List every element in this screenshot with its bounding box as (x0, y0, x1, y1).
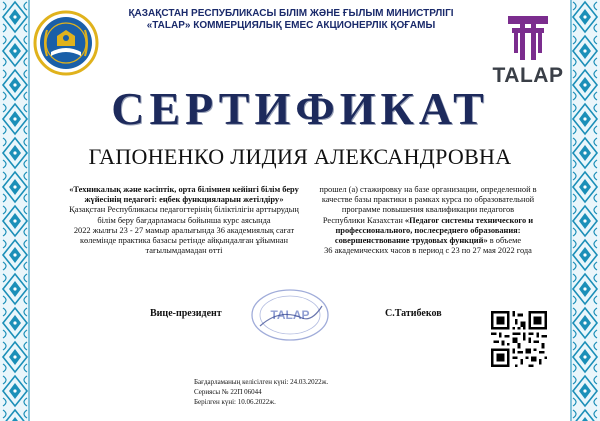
ministry-header (102, 8, 480, 32)
left-ornament-border (0, 0, 30, 421)
talap-logo-text: TALAP (492, 64, 564, 87)
ru-line: качестве базы практики в рамках курса по образовательной (321, 195, 535, 205)
ru-course-title-3: совершенствование трудовых функций» (334, 236, 488, 246)
ru-course-title-2: профессионального, послесреднего образования: (335, 225, 521, 235)
kz-course-title-2: жүйесінің педагогі: еңбек функцияларын жетілдіру» (84, 195, 284, 205)
body-text-russian (306, 185, 550, 256)
signatory-name: С.Татибеков (385, 308, 442, 319)
ru-line: 36 академических часов в период с 23 по 27 мая 2022 года (324, 246, 532, 256)
certificate-title: СЕРТИФИКАТ (111, 83, 489, 134)
stamp-text: TALAP (270, 308, 310, 322)
recipient-name: ГАПОНЕНКО ЛИДИЯ АЛЕКСАНДРОВНА (88, 144, 512, 169)
kz-course-title-1: «Техникалық және кәсіптік, орта білімнен кейінгі білім беру (69, 185, 299, 194)
ru-line: программе повышения квалификации педагогов (341, 205, 515, 215)
certificate-series: Сериясы № 22П 06044 (194, 388, 262, 396)
ru-line-with-title (306, 216, 550, 226)
program-approval-date: Бағдарламаның келісілген күні: 24.03.2022ж. (194, 378, 329, 386)
ministry-emblem-icon (33, 10, 99, 76)
kz-line: 2022 жылғы 23 - 27 мамыр аралығында 36 академиялық сағат (73, 225, 295, 235)
signatory-role: Вице-президент (150, 308, 222, 319)
certificate-footer (194, 377, 328, 407)
ru-line-with-title (306, 236, 550, 246)
kz-line: Қазақстан Республикасы педагогтерінің біліктілігін арттырудың (69, 205, 299, 215)
header-line-ministry: ҚАЗАҚСТАН РЕСПУБЛИКАСЫ БІЛІМ ЖӘНЕ ҒЫЛЫМ МИНИСТРЛІГІ (128, 8, 454, 19)
qr-code-icon[interactable] (491, 311, 547, 367)
kz-line: тағылымдамадан өтті (145, 246, 223, 256)
kz-line: көлемінде практика базасы ретінде айқындалған ұйымнан (79, 236, 289, 246)
ru-line-prefix: Республики Казахстан (322, 215, 405, 225)
header-line-company: «TALAP» КОММЕРЦИЯЛЫҚ ЕМЕС АКЦИОНЕРЛІК ҚОҒАМЫ (146, 20, 436, 31)
right-ornament-border (570, 0, 600, 421)
body-text-kazakh (62, 185, 306, 256)
ru-line-suffix: в объеме (487, 236, 522, 246)
kz-line: білім беру бағдарламасы бойынша курс аясында (97, 215, 271, 225)
ru-line: прошел (а) стажировку на базе организации, определенной в (319, 185, 537, 194)
issue-date: Берілген күні: 10.06.2022ж. (194, 398, 276, 406)
ru-course-title-1: «Педагог системы технического и (404, 215, 534, 225)
official-stamp-icon (250, 288, 330, 342)
